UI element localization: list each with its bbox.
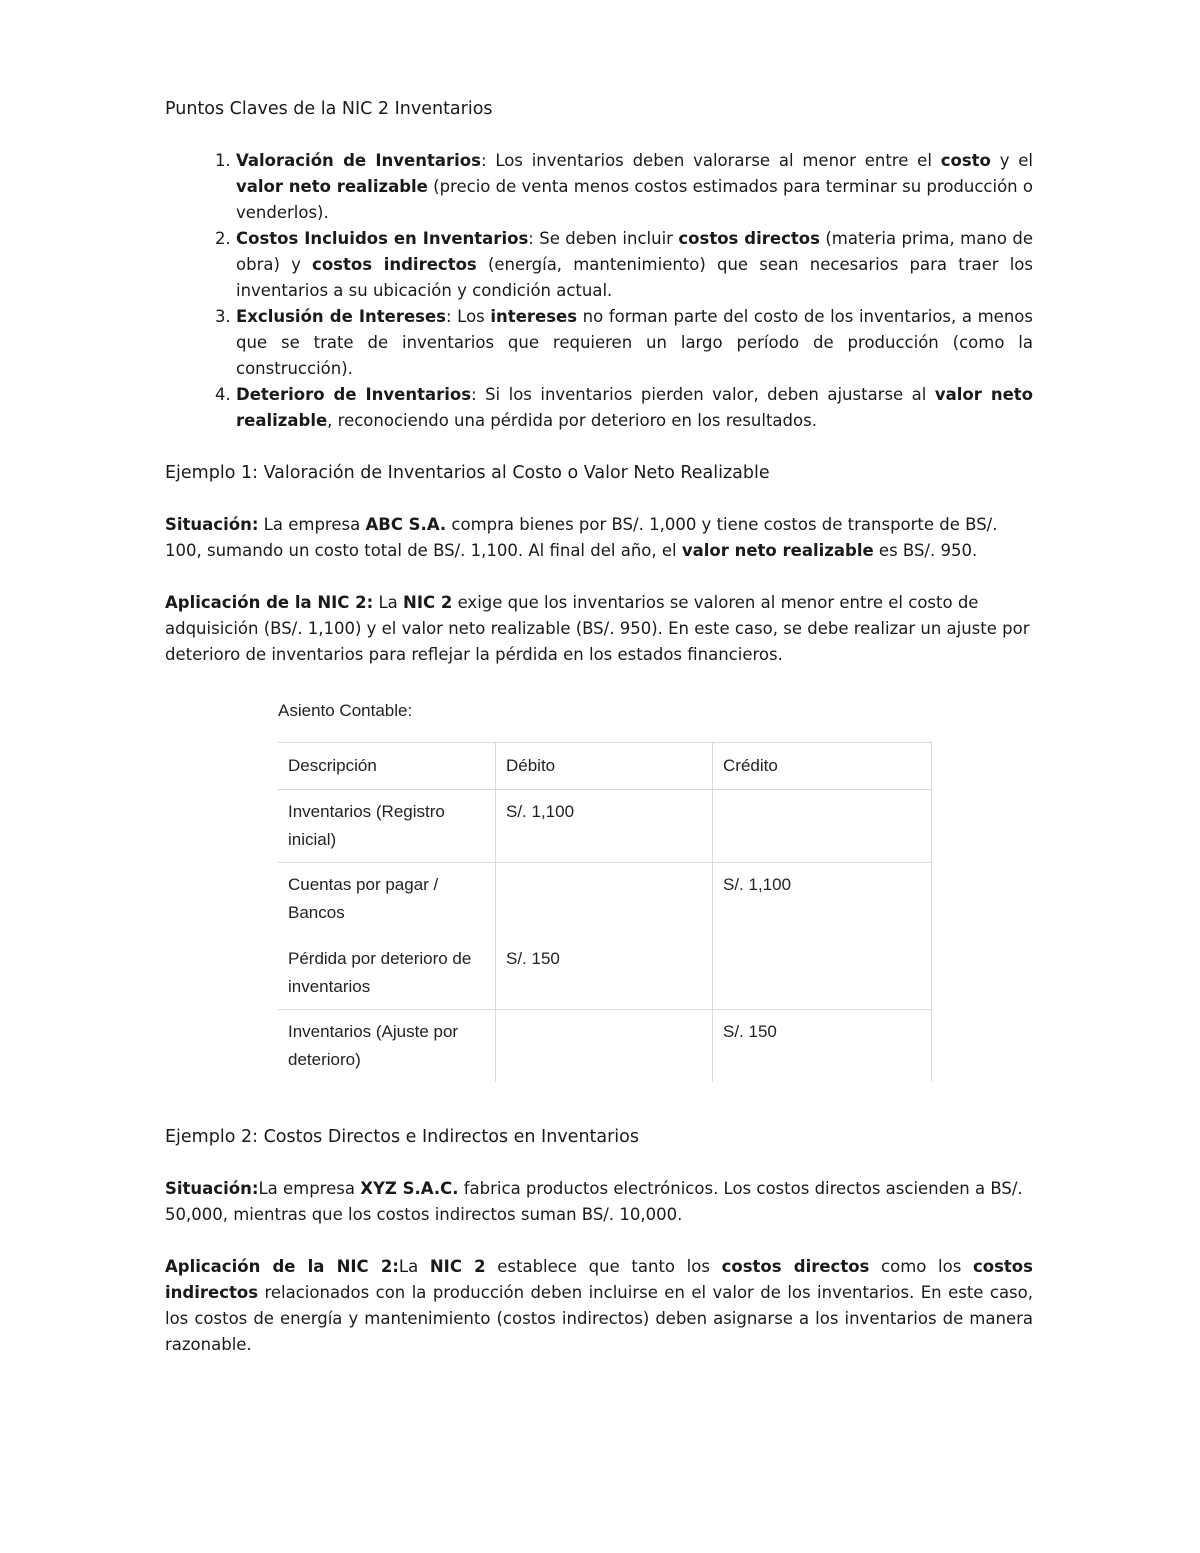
cell-descripcion: Cuentas por pagar / Bancos Pérdida por deterioro de inventarios bbox=[278, 863, 496, 1010]
cell-debito bbox=[496, 1010, 713, 1083]
key-point-lead: Exclusión de Intereses bbox=[236, 307, 447, 326]
key-point-lead: Valoración de Inventarios bbox=[236, 151, 481, 170]
key-point-4: 4. Deterioro de Inventarios: Si los inventarios pierden valor, deben ajustarse al valor neto realizable, reconociendo una pérdida por deterioro en los resultados. bbox=[236, 382, 1033, 434]
key-point-2: 2. Costos Incluidos en Inventarios: Se deben incluir costos directos (materia prima, mano de obra) y costos indirectos (energía, mantenimiento) que sean necesarios para traer los inventarios a su ubicación y condición actual. bbox=[236, 226, 1033, 304]
cell-descripcion: Inventarios (Registro inicial) bbox=[278, 790, 496, 863]
asiento-title: Asiento Contable: bbox=[278, 701, 413, 720]
example2-section bbox=[165, 1124, 1033, 1384]
key-point-lead: Deterioro de Inventarios bbox=[236, 385, 472, 404]
header-debito: Débito bbox=[496, 743, 713, 790]
header-credito: Crédito bbox=[713, 743, 932, 790]
example1-situacion: Situación: La empresa ABC S.A. compra bienes por BS/. 1,000 y tiene costos de transporte de BS/. 100, sumando un costo total de BS/. 1,100. Al final del año, el valor neto realizable es BS/. 950. bbox=[165, 515, 998, 560]
table-row bbox=[278, 1010, 932, 1083]
ledger-table bbox=[278, 742, 932, 1082]
example2-aplicacion: Aplicación de la NIC 2:La NIC 2 establece que tanto los costos directos como los costos indirectos relacionados con la producción deben incluirse en el valor de los inventarios. En este caso, los costos de energía y mantenimiento (costos indirectos) deben asignarse a los inventarios de manera razonable. bbox=[165, 1257, 1033, 1354]
cell-credito: S/. 150 bbox=[713, 1010, 932, 1083]
cell-descripcion: Inventarios (Ajuste por deterioro) bbox=[278, 1010, 496, 1083]
document-title: Puntos Claves de la NIC 2 Inventarios bbox=[165, 99, 493, 119]
cell-debito: S/. 150 bbox=[496, 863, 713, 1010]
example2-heading: Ejemplo 2: Costos Directos e Indirectos en Inventarios bbox=[165, 1127, 639, 1147]
ledger-header-row bbox=[278, 743, 932, 790]
key-point-1: 1. Valoración de Inventarios: Los inventarios deben valorarse al menor entre el costo y el valor neto realizable (precio de venta menos costos estimados para terminar su producción o venderlos). bbox=[236, 148, 1033, 226]
cell-debito: S/. 1,100 bbox=[496, 790, 713, 863]
key-point-lead: Costos Incluidos en Inventarios bbox=[236, 229, 529, 248]
example1-aplicacion: Aplicación de la NIC 2: La NIC 2 exige que los inventarios se valoren al menor entre el costo de adquisición (BS/. 1,100) y el valor neto realizable (BS/. 950). En este caso, se debe realizar un ajuste por deterioro de inventarios para reflejar la pérdida en los estados financieros. bbox=[165, 593, 1030, 664]
cell-credito bbox=[713, 790, 932, 863]
example2-situacion: Situación:La empresa XYZ S.A.C. fabrica productos electrónicos. Los costos directos ascienden a BS/. 50,000, mientras que los costos indirectos suman BS/. 10,000. bbox=[165, 1179, 1023, 1224]
key-points-list bbox=[165, 148, 1033, 434]
example1-heading: Ejemplo 1: Valoración de Inventarios al Costo o Valor Neto Realizable bbox=[165, 463, 770, 483]
header-descripcion: Descripción bbox=[278, 743, 496, 790]
key-point-3: 3. Exclusión de Intereses: Los intereses no forman parte del costo de los inventarios, a menos que se trate de inventarios que requieren un largo período de producción (como la construcción). bbox=[236, 304, 1033, 382]
asiento-contable bbox=[278, 698, 932, 1082]
table-row bbox=[278, 790, 932, 863]
document-body bbox=[165, 96, 1033, 694]
cell-credito: S/. 1,100 bbox=[713, 863, 932, 1010]
table-row bbox=[278, 863, 932, 1010]
